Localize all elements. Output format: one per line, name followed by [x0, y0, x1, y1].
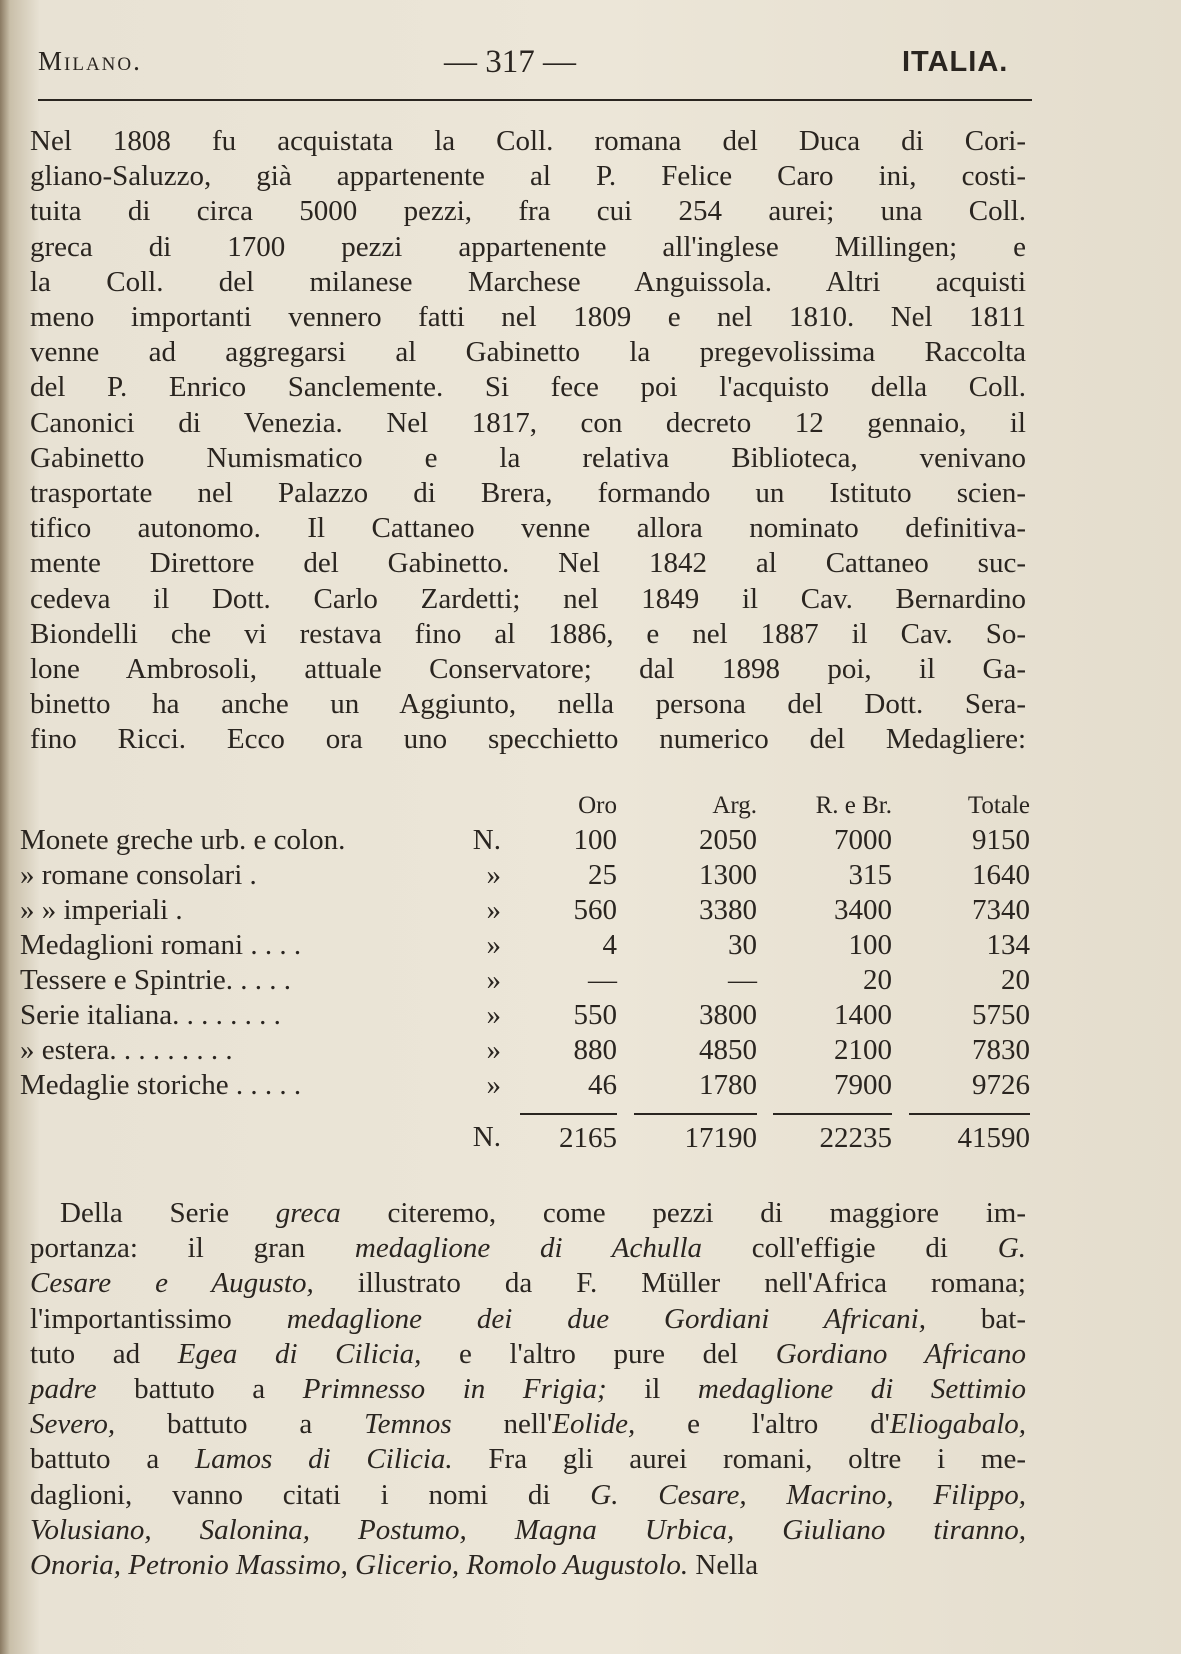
table-header-label: [20, 788, 461, 823]
italic-segment: Gordiano Africano: [775, 1337, 1026, 1370]
text-line: Gabinetto Numismatico e la relativa Biblioteca, venivano: [30, 441, 1026, 474]
text-segment: e l'altro d': [635, 1408, 890, 1441]
italic-segment: Eolide,: [552, 1408, 636, 1441]
italic-segment: Cesare e Augusto,: [30, 1267, 314, 1300]
history-paragraph: [30, 124, 1026, 758]
table-total-row: [20, 1103, 1030, 1156]
text-line: gliano-Saluzzo, già appartenente al P. Felice Caro ini, costi-: [30, 160, 1026, 193]
table-row: [20, 1068, 1030, 1103]
text-line: cedeva il Dott. Carlo Zardetti; nel 1849 il Cav. Bernardino: [30, 582, 1026, 615]
italic-segment: Eliogabalo,: [889, 1408, 1027, 1441]
cell-rbr: 2100: [834, 1034, 892, 1066]
row-label: » estera. . . . . . . . .: [20, 1034, 233, 1066]
row-label: Serie italiana. . . . . . . .: [20, 999, 281, 1031]
italic-segment: padre: [30, 1373, 97, 1406]
cell-arg: 1300: [699, 859, 757, 891]
italic-segment: Egea di Cilicia,: [177, 1337, 422, 1370]
row-mark: »: [486, 1034, 501, 1066]
text-segment: Fra gli aurei romani, oltre i me-: [452, 1443, 1026, 1476]
italic-segment: Onoria, Petronio Massimo, Glicerio, Romolo Augustolo.: [30, 1549, 689, 1582]
text-line: [30, 1548, 1026, 1583]
text-line: tifico autonomo. Il Cattaneo venne allora nominato definitiva-: [30, 512, 1026, 545]
table-header-arg: Arg.: [712, 792, 757, 819]
cell-oro: 4: [602, 929, 617, 961]
text-segment: battuto a: [30, 1443, 195, 1476]
row-label: » romane consolari .: [20, 859, 257, 891]
text-line: binetto ha anche un Aggiunto, nella persona del Dott. Sera-: [30, 688, 1026, 721]
cell-totale: 7340: [972, 894, 1030, 926]
total-oro-value: 2165: [520, 1113, 617, 1156]
row-mark: »: [486, 859, 501, 891]
italic-segment: Severo,: [30, 1408, 116, 1441]
text-line: [30, 1478, 1026, 1513]
text-segment: nell': [451, 1408, 553, 1441]
cell-oro: 46: [588, 1069, 617, 1101]
cell-rbr: 7900: [834, 1069, 892, 1101]
text-line: [30, 1372, 1026, 1407]
text-line: greca di 1700 pezzi appartenente all'inglese Millingen; e: [30, 230, 1026, 263]
text-line: [30, 1196, 1026, 1231]
row-mark: »: [486, 999, 501, 1031]
italic-segment: Primnesso in Frigia;: [302, 1373, 607, 1406]
table-header-mark: [461, 788, 507, 823]
cell-oro: 550: [573, 999, 617, 1031]
total-mark: [461, 1103, 507, 1156]
total-arg-value: 17190: [634, 1113, 757, 1156]
cell-oro: 560: [573, 894, 617, 926]
cell-totale: 5750: [972, 999, 1030, 1031]
italic-segment: medaglione di Achulla: [354, 1232, 702, 1265]
cell-totale: 20: [1001, 964, 1030, 996]
italic-segment: medaglione di Settimio: [697, 1373, 1026, 1406]
text-segment: illustrato da F. Müller nell'Africa romana;: [313, 1267, 1026, 1300]
text-line: fino Ricci. Ecco ora uno specchietto numerico del Medagliere:: [30, 723, 1026, 756]
table-row: [20, 1033, 1030, 1068]
text-line: [30, 1513, 1026, 1548]
italic-segment: greca: [275, 1197, 341, 1229]
cell-arg: 3380: [699, 894, 757, 926]
text-segment: tuto ad: [30, 1337, 178, 1370]
cell-totale: 9150: [972, 824, 1030, 856]
text-line: lone Ambrosoli, attuale Conservatore; dal 1898 poi, il Ga-: [30, 653, 1026, 686]
text-line: [30, 1337, 1026, 1372]
text-segment: Nella: [688, 1549, 759, 1582]
total-totale-value: 41590: [909, 1113, 1030, 1156]
text-segment: battuto a: [96, 1373, 303, 1406]
total-rbr: [757, 1103, 892, 1156]
cell-rbr: 7000: [834, 824, 892, 856]
text-line: mente Direttore del Gabinetto. Nel 1842 al Cattaneo suc-: [30, 547, 1026, 580]
total-mark-value: N.: [472, 1121, 501, 1153]
table-header-totale: Totale: [967, 792, 1030, 819]
cell-totale: 9726: [972, 1069, 1030, 1101]
text-line: [30, 1266, 1026, 1301]
cell-totale: 134: [986, 929, 1030, 961]
text-line: [30, 1302, 1026, 1337]
table-row: [20, 998, 1030, 1033]
text-line: del P. Enrico Sanclemente. Si fece poi l'acquisto della Coll.: [30, 371, 1026, 404]
row-mark: N.: [472, 824, 501, 856]
row-mark: »: [486, 964, 501, 996]
cell-arg: 30: [728, 929, 757, 961]
text-segment: portanza: il gran: [30, 1232, 355, 1265]
cell-rbr: 1400: [834, 999, 892, 1031]
cell-arg: 2050: [699, 824, 757, 856]
cell-rbr: 100: [848, 929, 892, 961]
medagliere-table: [20, 788, 1030, 1156]
cell-totale: 7830: [972, 1034, 1030, 1066]
cell-rbr: 315: [848, 859, 892, 891]
text-line: Biondelli che vi restava fino al 1886, e nel 1887 il Cav. So-: [30, 617, 1026, 650]
cell-oro: —: [588, 964, 617, 996]
running-header-country: ITALIA.: [902, 46, 1009, 78]
total-oro: [507, 1103, 617, 1156]
text-line: meno importanti vennero fatti nel 1809 e nel 1810. Nel 1811: [30, 301, 1026, 334]
row-label: Tessere e Spintrie. . . . .: [20, 964, 291, 996]
italic-segment: Lamos di Cilicia.: [194, 1443, 453, 1476]
table-row: [20, 963, 1030, 998]
row-mark: »: [486, 894, 501, 926]
row-label: Medaglie storiche . . . . .: [20, 1069, 302, 1101]
italic-segment: medaglione dei due Gordiani Africani,: [286, 1302, 926, 1335]
table-row: [20, 858, 1030, 893]
text-segment: Della Serie: [60, 1197, 276, 1229]
table-header-rbr: R. e Br.: [815, 792, 892, 819]
row-label: » » imperiali .: [20, 894, 183, 926]
cell-arg: 4850: [699, 1034, 757, 1066]
text-segment: battuto a: [115, 1408, 365, 1441]
total-label: [20, 1103, 461, 1156]
table-header-row: [20, 788, 1030, 823]
text-segment: coll'effigie di: [702, 1232, 998, 1265]
row-label: Monete greche urb. e colon.: [20, 824, 346, 856]
text-line: [30, 1442, 1026, 1477]
cell-arg: 1780: [699, 1069, 757, 1101]
text-segment: bat-: [926, 1302, 1026, 1335]
row-label: Medaglioni romani . . . .: [20, 929, 302, 961]
page-number: — 317 —: [444, 44, 576, 80]
total-arg: [617, 1103, 757, 1156]
table-header-oro: Oro: [578, 792, 617, 819]
text-segment: e l'altro pure del: [421, 1337, 776, 1370]
cell-oro: 880: [573, 1034, 617, 1066]
text-line: trasportate nel Palazzo di Brera, formando un Istituto scien-: [30, 477, 1026, 510]
text-line: la Coll. del milanese Marchese Anguissola. Altri acquisti: [30, 265, 1026, 298]
italic-segment: G.: [997, 1232, 1026, 1265]
table-row: [20, 928, 1030, 963]
italic-segment: Volusiano, Salonina, Postumo, Magna Urbica, Giuliano tiranno,: [30, 1513, 1026, 1546]
text-segment: il: [606, 1373, 698, 1406]
text-line: Canonici di Venezia. Nel 1817, con decreto 12 gennaio, il: [30, 406, 1026, 439]
header-rule: [38, 99, 1032, 101]
row-mark: »: [486, 1069, 501, 1101]
text-segment: l'importantissimo: [30, 1302, 287, 1335]
cell-arg: —: [728, 964, 757, 996]
cell-oro: 25: [588, 859, 617, 891]
text-line: Nel 1808 fu acquistata la Coll. romana del Duca di Cori-: [30, 125, 1026, 157]
running-header-city: Milano.: [38, 46, 142, 76]
table-row: [20, 823, 1030, 858]
table-row: [20, 893, 1030, 928]
italic-segment: G. Cesare, Macrino, Filippo,: [590, 1478, 1026, 1511]
italic-segment: Temnos: [364, 1408, 452, 1441]
text-line: [30, 1407, 1026, 1442]
total-totale: [892, 1103, 1030, 1156]
text-line: tuita di circa 5000 pezzi, fra cui 254 aurei; una Coll.: [30, 195, 1026, 228]
total-rbr-value: 22235: [773, 1113, 892, 1156]
cell-rbr: 3400: [834, 894, 892, 926]
text-line: venne ad aggregarsi al Gabinetto la pregevolissima Raccolta: [30, 336, 1026, 369]
row-mark: »: [486, 929, 501, 961]
cell-arg: 3800: [699, 999, 757, 1031]
greek-series-paragraph: [30, 1196, 1026, 1583]
cell-oro: 100: [573, 824, 617, 856]
cell-totale: 1640: [972, 859, 1030, 891]
cell-rbr: 20: [863, 964, 892, 996]
text-line: [30, 1231, 1026, 1266]
text-segment: citeremo, come pezzi di maggiore im-: [340, 1197, 1026, 1229]
text-segment: daglioni, vanno citati i nomi di: [30, 1478, 591, 1511]
